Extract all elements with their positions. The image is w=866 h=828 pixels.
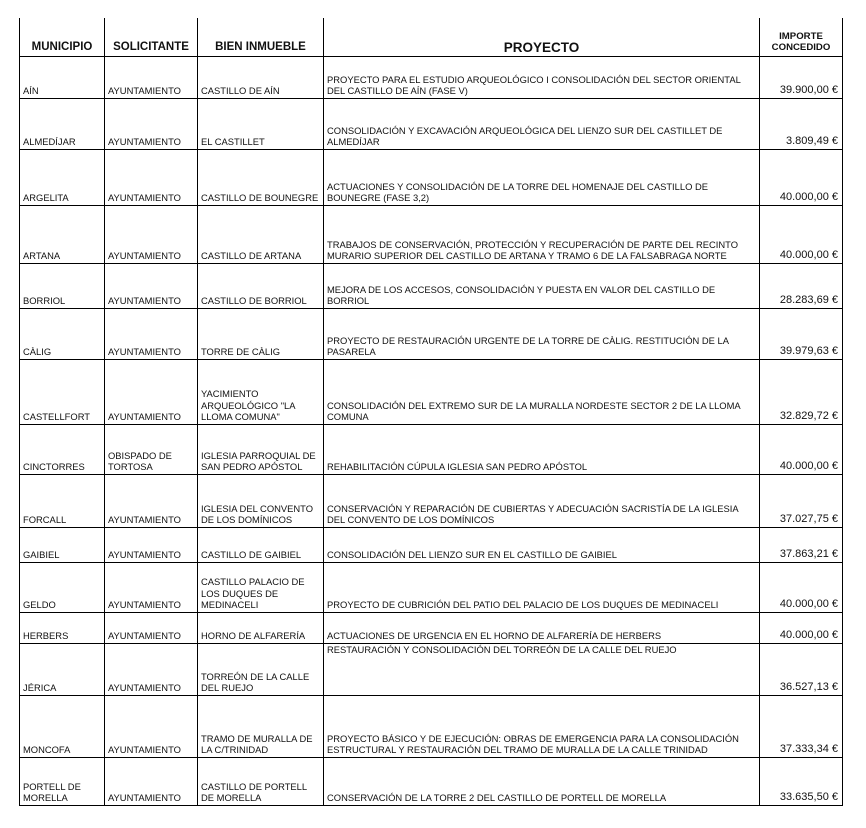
table-row [20,359,843,424]
cell-municipio: CÀLIG [20,308,105,359]
table-row [20,474,843,527]
cell-municipio: AÍN [20,56,105,98]
cell-bien: YACIMIENTO ARQUEOLÓGICO "LA LLOMA COMUNA" [198,359,324,424]
cell-proyecto: MEJORA DE LOS ACCESOS, CONSOLIDACIÓN Y PUESTA EN VALOR DEL CASTILLO DE BORRIOL [324,263,760,308]
cell-solicitante: AYUNTAMIENTO [105,263,198,308]
cell-municipio: MONCOFA [20,695,105,757]
table-row [20,56,843,98]
table-row [20,695,843,757]
cell-importe: 37.863,21 € [760,527,843,562]
table-row [20,205,843,263]
cell-solicitante: AYUNTAMIENTO [105,359,198,424]
cell-municipio: ARTANA [20,205,105,263]
cell-importe: 28.283,69 € [760,263,843,308]
cell-proyecto: PROYECTO PARA EL ESTUDIO ARQUEOLÓGICO I CONSOLIDACIÓN DEL SECTOR ORIENTAL DEL CASTILLO DE AÍN (FASE V) [324,56,760,98]
cell-solicitante: AYUNTAMIENTO [105,149,198,205]
cell-bien: TRAMO DE MURALLA DE LA C/TRINIDAD [198,695,324,757]
table-row [20,263,843,308]
cell-proyecto: CONSOLIDACIÓN DEL LIENZO SUR EN EL CASTILLO DE GAIBIEL [324,527,760,562]
cell-importe: 40.000,00 € [760,205,843,263]
cell-proyecto: PROYECTO BÁSICO Y DE EJECUCIÓN: OBRAS DE EMERGENCIA PARA LA CONSOLIDACIÓN ESTRUCTURAL Y RESTAURACIÓN DEL TRAMO DE MURALLA DE LA CALLE TRINIDAD [324,695,760,757]
cell-bien: EL CASTILLET [198,98,324,149]
table-row [20,149,843,205]
cell-importe: 36.527,13 € [760,643,843,695]
cell-bien: CASTILLO DE BOUNEGRE [198,149,324,205]
cell-solicitante: AYUNTAMIENTO [105,98,198,149]
cell-proyecto: ACTUACIONES DE URGENCIA EN EL HORNO DE ALFARERÍA DE HERBERS [324,612,760,643]
cell-importe: 40.000,00 € [760,612,843,643]
cell-bien: IGLESIA PARROQUIAL DE SAN PEDRO APÓSTOL [198,424,324,474]
cell-proyecto: PROYECTO DE RESTAURACIÓN URGENTE DE LA TORRE DE CÀLIG. RESTITUCIÓN DE LA PASARELA [324,308,760,359]
cell-municipio: BORRIOL [20,263,105,308]
cell-importe: 37.333,34 € [760,695,843,757]
cell-bien: IGLESIA DEL CONVENTO DE LOS DOMÍNICOS [198,474,324,527]
header-importe-line2: CONCEDIDO [771,42,831,53]
cell-proyecto: REHABILITACIÓN CÚPULA IGLESIA SAN PEDRO APÓSTOL [324,424,760,474]
cell-bien: HORNO DE ALFARERÍA [198,612,324,643]
cell-proyecto: CONSERVACIÓN Y REPARACIÓN DE CUBIERTAS Y ADECUACIÓN SACRISTÍA DE LA IGLESIA DEL CONVENTO DE LOS DOMÍNICOS [324,474,760,527]
cell-municipio: FORCALL [20,474,105,527]
table-body [20,56,843,805]
header-bien-inmueble: BIEN INMUEBLE [198,18,324,56]
cell-solicitante: OBISPADO DE TORTOSA [105,424,198,474]
cell-importe: 39.979,63 € [760,308,843,359]
table-row [20,527,843,562]
cell-solicitante: AYUNTAMIENTO [105,205,198,263]
cell-solicitante: AYUNTAMIENTO [105,757,198,805]
cell-bien: CASTILLO DE AÍN [198,56,324,98]
cell-importe: 40.000,00 € [760,424,843,474]
table-row [20,612,843,643]
cell-solicitante: AYUNTAMIENTO [105,56,198,98]
header-importe [760,18,843,56]
header-row [20,18,843,56]
cell-proyecto: CONSOLIDACIÓN Y EXCAVACIÓN ARQUEOLÓGICA DEL LIENZO SUR DEL CASTILLET DE ALMEDÍJAR [324,98,760,149]
cell-municipio: ALMEDÍJAR [20,98,105,149]
cell-bien: CASTILLO DE GAIBIEL [198,527,324,562]
cell-importe: 39.900,00 € [760,56,843,98]
cell-bien: CASTILLO DE PORTELL DE MORELLA [198,757,324,805]
cell-proyecto: PROYECTO DE CUBRICIÓN DEL PATIO DEL PALACIO DE LOS DUQUES DE MEDINACELI [324,562,760,612]
cell-municipio: GAIBIEL [20,527,105,562]
grants-table [19,18,843,806]
table-row [20,643,843,695]
cell-proyecto: CONSOLIDACIÓN DEL EXTREMO SUR DE LA MURALLA NORDESTE SECTOR 2 DE LA LLOMA COMUNA [324,359,760,424]
table-row [20,757,843,805]
cell-solicitante: AYUNTAMIENTO [105,643,198,695]
cell-proyecto: RESTAURACIÓN Y CONSOLIDACIÓN DEL TORREÓN DE LA CALLE DEL RUEJO [324,643,760,695]
header-proyecto: PROYECTO [324,18,760,56]
cell-solicitante: AYUNTAMIENTO [105,695,198,757]
table-row [20,424,843,474]
cell-bien: CASTILLO PALACIO DE LOS DUQUES DE MEDINACELI [198,562,324,612]
cell-municipio: CINCTORRES [20,424,105,474]
cell-municipio: GELDO [20,562,105,612]
cell-solicitante: AYUNTAMIENTO [105,612,198,643]
cell-importe: 37.027,75 € [760,474,843,527]
cell-importe: 40.000,00 € [760,149,843,205]
cell-municipio: CASTELLFORT [20,359,105,424]
cell-importe: 40.000,00 € [760,562,843,612]
cell-bien: CASTILLO DE BORRIOL [198,263,324,308]
table-row [20,98,843,149]
table-row [20,562,843,612]
cell-proyecto: TRABAJOS DE CONSERVACIÓN, PROTECCIÓN Y RECUPERACIÓN DE PARTE DEL RECINTO MURARIO SUPERIOR DEL CASTILLO DE ARTANA Y TRAMO 6 DE LA FALSABRAGA NORTE [324,205,760,263]
cell-bien: CASTILLO DE ARTANA [198,205,324,263]
cell-proyecto: CONSERVACIÓN DE LA TORRE 2 DEL CASTILLO DE PORTELL DE MORELLA [324,757,760,805]
cell-municipio: HERBERS [20,612,105,643]
header-solicitante: SOLICITANTE [105,18,198,56]
cell-importe: 3.809,49 € [760,98,843,149]
cell-solicitante: AYUNTAMIENTO [105,308,198,359]
cell-bien: TORREÓN DE LA CALLE DEL RUEJO [198,643,324,695]
header-municipio: MUNICIPIO [20,18,105,56]
cell-municipio: ARGELITA [20,149,105,205]
header-importe-line1: IMPORTE [779,30,823,42]
cell-bien: TORRE DE CÀLIG [198,308,324,359]
table-row [20,308,843,359]
cell-solicitante: AYUNTAMIENTO [105,474,198,527]
cell-importe: 32.829,72 € [760,359,843,424]
cell-importe: 33.635,50 € [760,757,843,805]
cell-municipio: JÉRICA [20,643,105,695]
cell-proyecto: ACTUACIONES Y CONSOLIDACIÓN DE LA TORRE DEL HOMENAJE DEL CASTILLO DE BOUNEGRE (FASE 3,2) [324,149,760,205]
cell-solicitante: AYUNTAMIENTO [105,527,198,562]
cell-solicitante: AYUNTAMIENTO [105,562,198,612]
cell-municipio: PORTELL DE MORELLA [20,757,105,805]
